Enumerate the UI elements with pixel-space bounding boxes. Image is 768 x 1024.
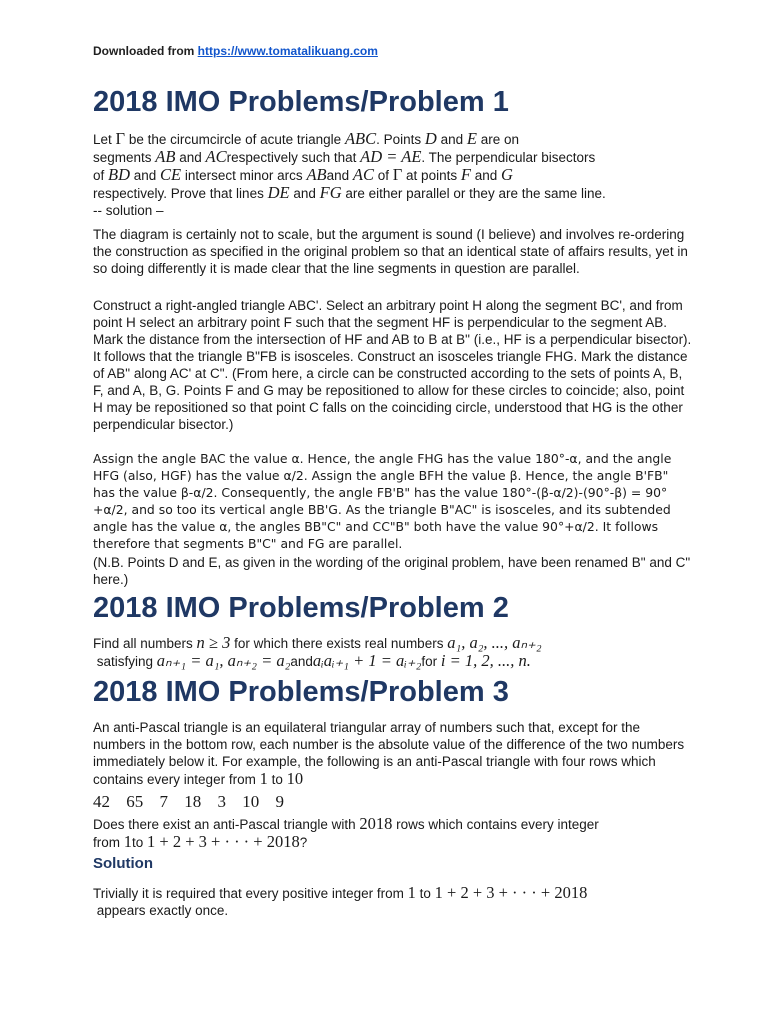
math-e: E xyxy=(466,129,477,148)
text: from xyxy=(93,835,124,850)
text: of xyxy=(93,168,109,183)
text: for xyxy=(421,654,441,669)
text: and xyxy=(290,654,313,669)
text: and xyxy=(175,150,206,165)
downloaded-label: Downloaded from xyxy=(93,44,198,58)
problem-2-title: 2018 IMO Problems/Problem 2 xyxy=(93,592,509,624)
problem-3-question xyxy=(93,815,693,851)
math-index-range: i = 1, 2, ..., n. xyxy=(440,651,531,670)
text: and xyxy=(289,186,320,201)
math-g: G xyxy=(500,165,513,184)
text: appears exactly once. xyxy=(96,903,229,918)
solution-label: -- solution – xyxy=(93,203,164,218)
text: to xyxy=(267,772,287,787)
text: Does there exist an anti-Pascal triangle with xyxy=(93,817,360,832)
text: are on xyxy=(476,132,519,147)
text: are either parallel or they are the same line. xyxy=(341,186,606,201)
math-ce: CE xyxy=(160,165,182,184)
text: to xyxy=(132,835,148,850)
text: rows which contains every integer xyxy=(392,817,599,832)
text: for which there exists real numbers xyxy=(230,636,448,651)
solution-paragraph-2: Construct a right-angled triangle ABC'. Select an arbitrary point H along the segment BC', and from point H select an arbitrary point F such that the segment HF is perpendicular to the segment AB. Mark the distance from the intersection of HF and AB to B at B" (i.e., HF is a perpendicular bisector). It follows that the triangle B"FB is isosceles. Construct an isosceles triangle FHG. Mark the distance of AB" along AC' at C". (From here, a circle can be constructed according to the sets of points A, B, F, and A, B, G. Points F and G may be repositioned to allow for these circles to coincide; also, point H may be repositioned so that point C falls on the coinciding circle, understood that HG is the other perpendicular bisector.) xyxy=(93,298,692,432)
solution-heading: Solution xyxy=(93,855,153,872)
math-condition-2: aᵢaᵢ₊₁ + 1 = aᵢ₊₂ xyxy=(312,651,422,670)
text: be the circumcircle of acute triangle xyxy=(125,132,345,147)
math-one: 1 xyxy=(259,769,268,788)
math-sequence: a₁, a₂, ..., aₙ₊₂ xyxy=(447,633,542,652)
text: . The perpendicular bisectors xyxy=(421,150,596,165)
math-gamma: Γ xyxy=(392,165,403,184)
math-abc: ABC xyxy=(344,129,377,148)
math-d: D xyxy=(424,129,437,148)
text: Let xyxy=(93,132,116,147)
text: Trivially it is required that every positive integer from xyxy=(93,886,408,901)
math-2018: 2018 xyxy=(359,814,393,833)
math-n-geq-3: n ≥ 3 xyxy=(196,633,231,652)
text: respectively such that xyxy=(226,150,361,165)
text: and xyxy=(326,168,353,183)
text: Find all numbers xyxy=(93,636,197,651)
math-one: 1 xyxy=(407,883,416,902)
math-bd: BD xyxy=(108,165,131,184)
problem-3-title: 2018 IMO Problems/Problem 3 xyxy=(93,676,509,708)
text: at points xyxy=(402,168,461,183)
text: intersect minor arcs xyxy=(181,168,307,183)
text: respectively. Prove that lines xyxy=(93,186,268,201)
problem-2-statement xyxy=(93,634,713,670)
problem-1-title: 2018 IMO Problems/Problem 1 xyxy=(93,86,509,118)
text: of xyxy=(373,168,393,183)
text: . Points xyxy=(376,132,425,147)
math-gamma: Γ xyxy=(115,129,126,148)
math-ab: AB xyxy=(306,165,327,184)
math-f: F xyxy=(460,165,471,184)
math-sum: 1 + 2 + 3 + · · · + 2018 xyxy=(147,832,300,851)
math-one: 1 xyxy=(123,832,133,851)
download-source-line xyxy=(93,44,378,58)
text: satisfying xyxy=(96,654,157,669)
anti-pascal-row: 42 65 7 18 3 10 9 xyxy=(93,792,284,811)
math-ac: AC xyxy=(205,147,227,166)
source-link[interactable]: https://www.tomatalikuang.com xyxy=(197,44,378,58)
math-condition-1: aₙ₊₁ = a₁, aₙ₊₂ = a₂ xyxy=(156,651,291,670)
text: An anti-Pascal triangle is an equilateral triangular array of numbers such that, except for the numbers in the bottom row, each number is the absolute value of the difference of the two numbers immediately below it. For example, the following is an anti-Pascal triangle with four rows which contains every integer from xyxy=(93,720,685,787)
text: segments xyxy=(93,150,156,165)
problem-3-solution xyxy=(93,884,693,919)
text: to xyxy=(415,886,435,901)
math-ad-ae: AD = AE xyxy=(360,147,422,166)
text: ? xyxy=(299,835,308,850)
math-ten: 10 xyxy=(286,769,304,788)
math-sum: 1 + 2 + 3 + · · · + 2018 xyxy=(434,883,588,902)
text: and xyxy=(470,168,501,183)
math-ab: AB xyxy=(155,147,176,166)
math-ac: AC xyxy=(352,165,374,184)
math-de: DE xyxy=(267,183,290,202)
solution-paragraph-3: Assign the angle BAC the value α. Hence, the angle FHG has the value 180°-α, and the angle HFG (also, HGF) has the value α/2. Assign the angle BFH the value β. Hence, the angle B'FB" has the value β-α/2. Consequently, the angle FB'B" has the value 180°-(β-α/2)-(90°-β) = 90°+α/2, and so too its vertical angle BB'G. As the triangle B"AC" is isosceles, and its subtended angle has the value α, the angles BB"C" and CC"B" both have the value 90°+α/2. It follows therefore that segments B"C" and FG are parallel. xyxy=(93,451,672,551)
text: and xyxy=(436,132,467,147)
solution-paragraph-4: (N.B. Points D and E, as given in the wording of the original problem, have been renamed B" and C" here.) xyxy=(93,555,691,587)
text: and xyxy=(130,168,161,183)
math-fg: FG xyxy=(319,183,342,202)
solution-paragraph-1: The diagram is certainly not to scale, but the argument is sound (I believe) and involves re-ordering the construction as specified in the original problem so that an identical state of affairs results, yet in so doing differently it is made clear that the line segments in question are parallel. xyxy=(93,227,688,276)
problem-1-statement xyxy=(93,130,693,202)
problem-3-intro xyxy=(93,719,693,788)
